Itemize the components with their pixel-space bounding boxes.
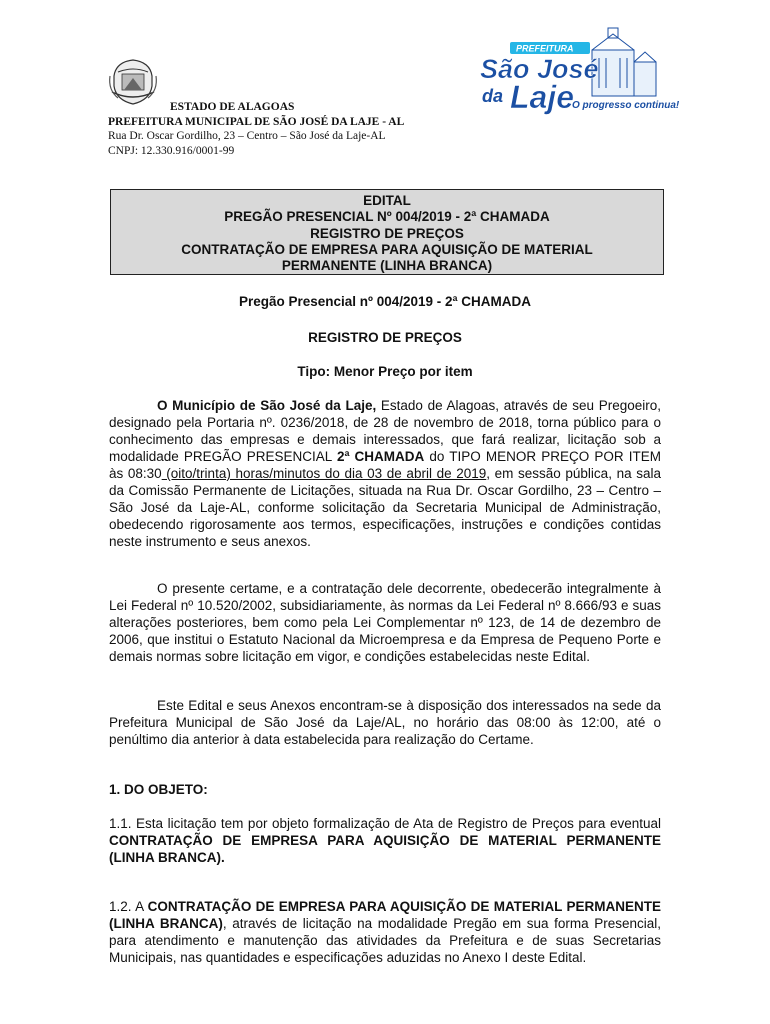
subtitle-registro: REGISTRO DE PREÇOS <box>308 330 462 345</box>
session-datetime: (oito/trinta) horas/minutos do dia 03 de abril de 2019 <box>161 466 487 481</box>
subtitle-tipo: Tipo: Menor Preço por item <box>297 364 473 379</box>
cnpj: CNPJ: 12.330.916/0001-99 <box>108 144 235 157</box>
logo-line2a: da <box>482 86 504 106</box>
subtitle-pregao: Pregão Presencial nº 004/2019 - 2ª CHAMADA <box>238 294 532 309</box>
intro-text-1: Estado de Alagoas, através de seu Pregoeiro, designado pela Portaria nº. 0236/2018, de 28 de novembro de 2018, torna público para o conhecimento das empresas e demais interessados, que fará realizar, licitação sob a modalidade PREGÃO PRESENCIAL <box>109 398 661 464</box>
letterhead <box>108 100 404 158</box>
intro-text-3: , em sessão pública, na sala da Comissão Permanente de Licitações, situada na Rua Dr. Oscar Gordilho, 23 – Centro – São José da Laje-AL, conforme solicitação da Secretaria Municipal de Administração, obedecendo rigorosamente aos termos, especificações, instruções e condições contidas neste instrumento e seus anexos. <box>109 466 661 549</box>
logo-slogan: O progresso continua! <box>572 100 680 111</box>
chamada-bold: 2ª CHAMADA <box>336 449 425 464</box>
prefecture-name: PREFEITURA MUNICIPAL DE SÃO JOSÉ DA LAJE - AL <box>108 115 405 128</box>
title-box <box>110 189 664 275</box>
title-line-registro: REGISTRO DE PREÇOS <box>310 225 464 241</box>
prefecture-logo <box>474 28 680 118</box>
logo-line2b: Laje <box>510 79 575 115</box>
item-1-2-text-b: , através de licitação na modalidade Pregão em sua forma Presencial, para atendimento e manutenção das atividades da Prefeitura e de suas Secretarias Municipais, nas quantidades e especificações aduzidas no Anexo I deste Edital. <box>109 916 661 965</box>
item-1-2-text-a: 1.2. A <box>109 899 148 914</box>
availability-paragraph: Este Edital e seus Anexos encontram-se à disposição dos interessados na sede da Prefeitura Municipal de São José da Laje/AL, no horário das 08:00 às 12:00, até o penúltimo dia anterior à data estabelecida para realização do Certame. <box>109 698 661 747</box>
municipal-crest-icon <box>108 56 158 106</box>
church-icon <box>592 28 656 96</box>
legal-paragraph: O presente certame, e a contratação dele decorrente, obedecerão integralmente à Lei Federal nº 10.520/2002, subsidiariamente, às normas da Lei Federal nº 8.666/93 e suas alterações posteriores, bem como pela Lei Complementar nº 123, de 14 de dezembro de 2006, que institui o Estatuto Nacional da Microempresa e da Empresa de Pequeno Porte e demais normas sobre licitação em vigor, e condições estabelecidas neste Edital. <box>109 581 661 664</box>
item-1-1 <box>109 815 661 866</box>
intro-text-2: do TIPO MENOR PREÇO POR ITEM às 08:30 <box>109 449 661 481</box>
address: Rua Dr. Oscar Gordilho, 23 – Centro – São José da Laje-AL <box>108 130 386 142</box>
intro-paragraph <box>109 397 661 550</box>
item-1-2 <box>109 898 661 966</box>
municipality-lead: O Município de São José da Laje, <box>157 398 377 413</box>
item-1-1-text: 1.1. Esta licitação tem por objeto formalização de Ata de Registro de Preços para eventual <box>109 816 661 831</box>
item-1-1-bold: CONTRATAÇÃO DE EMPRESA PARA AQUISIÇÃO DE MATERIAL PERMANENTE (LINHA BRANCA). <box>109 833 661 865</box>
state-name: ESTADO DE ALAGOAS <box>170 101 295 113</box>
item-1-2-bold: CONTRATAÇÃO DE EMPRESA PARA AQUISIÇÃO DE MATERIAL PERMANENTE (LINHA BRANCA) <box>109 899 661 931</box>
logo-top-text: PREFEITURA <box>516 43 574 54</box>
title-line-contratacao: CONTRATAÇÃO DE EMPRESA PARA AQUISIÇÃO DE MATERIAL <box>181 241 593 257</box>
title-line-edital: EDITAL <box>363 193 411 208</box>
logo-line1: São José <box>480 54 599 84</box>
title-line-pregao: PREGÃO PRESENCIAL Nº 004/2019 - 2ª CHAMADA <box>224 209 550 225</box>
title-line-permanente: PERMANENTE (LINHA BRANCA) <box>281 258 493 274</box>
section-objeto-heading: 1. DO OBJETO: <box>109 782 208 797</box>
